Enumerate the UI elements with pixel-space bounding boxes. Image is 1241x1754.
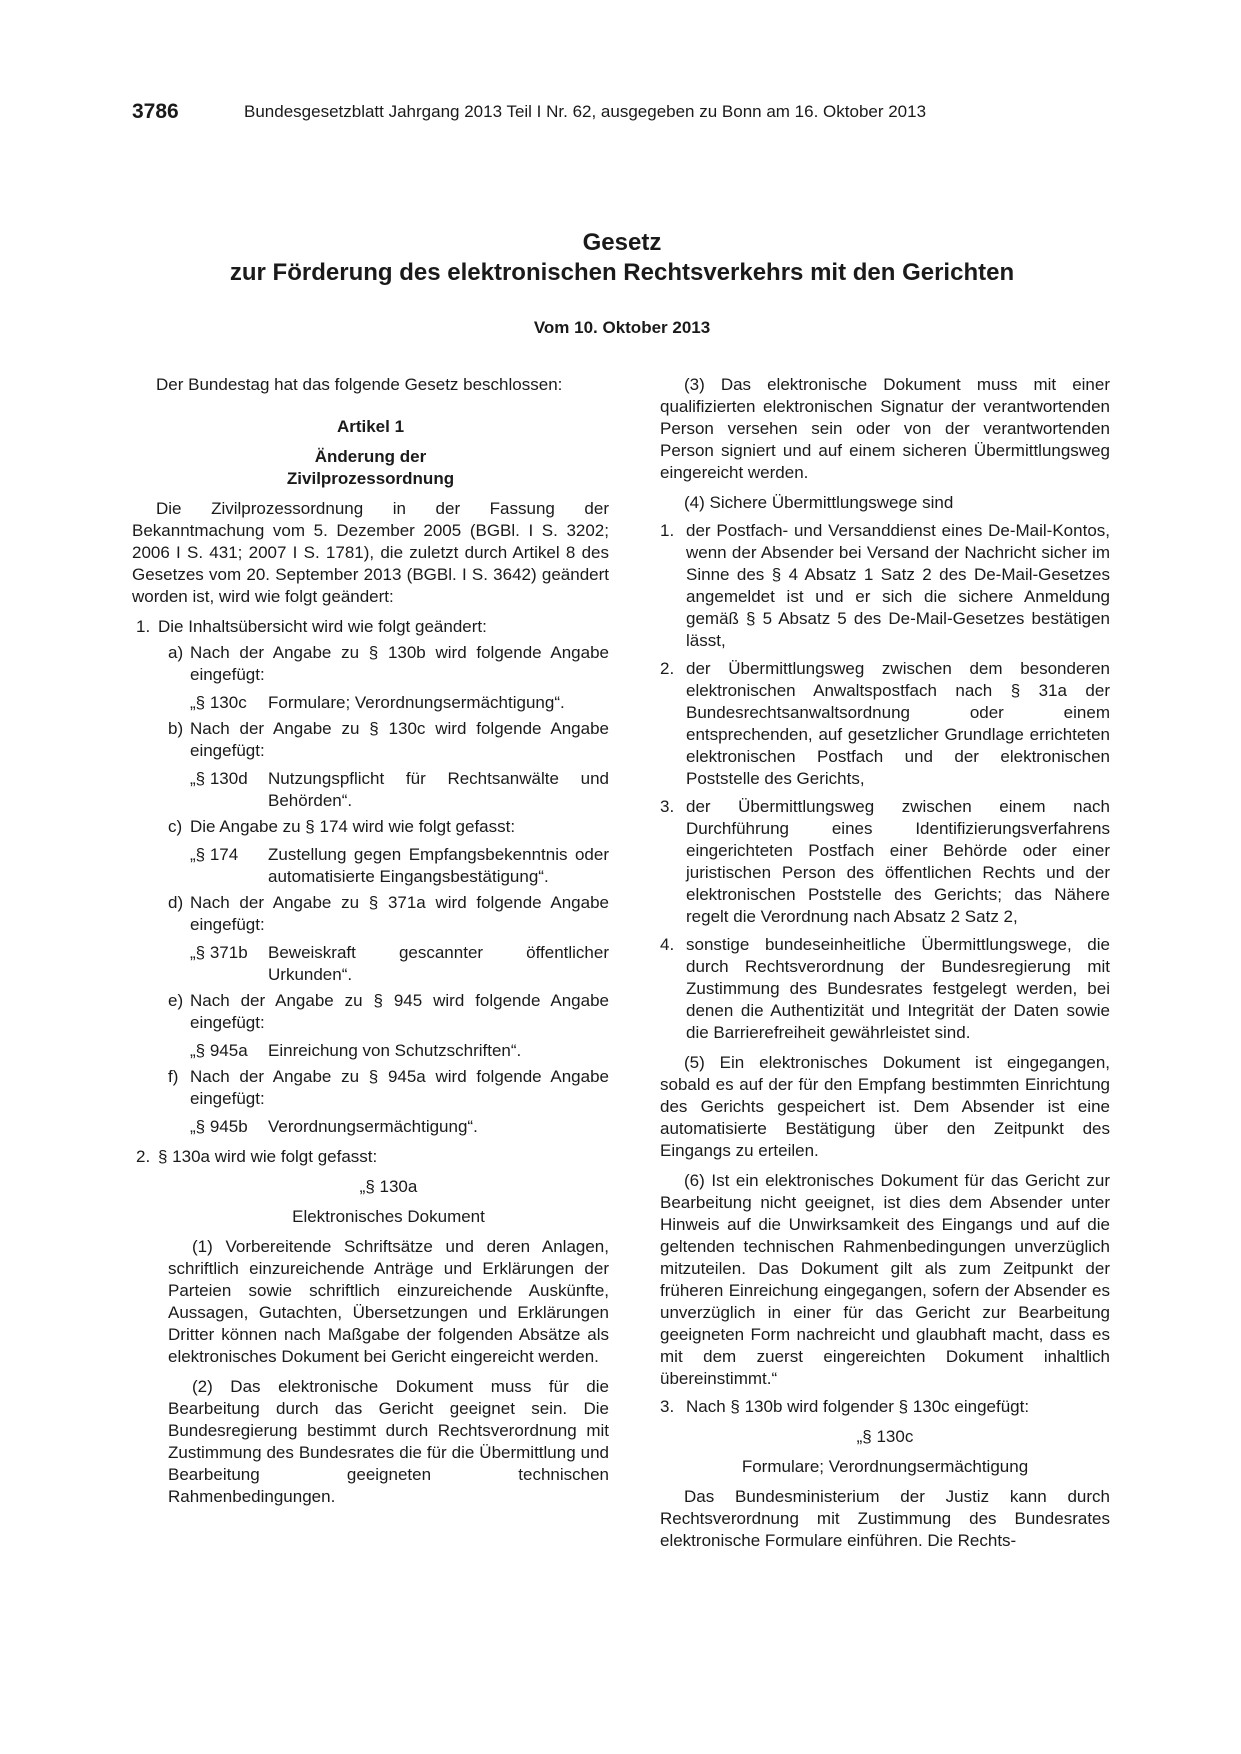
quoted-entry [190,1116,609,1138]
article-heading: Artikel 1 [336,417,405,436]
sub-item-b [132,718,609,762]
quoted-entry [190,1040,609,1062]
list-item-3-main [660,1396,1110,1418]
quoted-section-number: „§ 945a [190,1041,248,1060]
page-header [132,100,1012,130]
list-item-label: 4. [660,935,675,954]
quoted-entry [190,844,609,888]
quoted-section-number: „§ 130d [190,769,248,788]
preamble: Der Bundestag hat das folgende Gesetz beschlossen: [156,375,563,394]
sub-item-text: Nach der Angabe zu § 130b wird folgende Angabe eingefügt: [190,643,609,684]
list-item-label: 3. [660,1397,675,1416]
paragraph-2: (2) Das elektronische Dokument muss für die Bearbeitung durch das Gericht geeignet sein. Die Bundesregierung bestimmt durch Rechtsverordnung mit Zustimmung des Bundesrates die für die Übermittlung und Bearbeitung geeigneten technischen Rahmenbedingungen. [168,1377,609,1506]
list-item-1 [132,616,609,638]
paragraph-4: (4) Sichere Übermittlungswege sind [684,493,954,512]
paragraph-3: (3) Das elektronische Dokument muss mit einer qualifizierten elektronischen Signatur der verantwortenden Person versehen sein oder von der verantwortenden Person signiert und auf einem sicheren Übermittlungsweg eingereicht werden. [660,375,1110,482]
paragraph-1: (1) Vorbereitende Schriftsätze und deren Anlagen, schriftlich einzureichende Anträge und Erklärungen der Parteien sowie schriftlich einzureichende Auskünfte, Aussagen, Gutachten, Übersetzungen und Erklärungen Dritter können nach Maßgabe der folgenden Absätze als elektronisches Dokument bei Gericht eingereicht werden. [168,1237,609,1366]
list-item-text: der Postfach- und Versanddienst eines De-Mail-Kontos, wenn der Absender bei Versand der Nachricht sicher im Sinne des § 4 Absatz 1 Satz 2 des De-Mail-Gesetzes angemeldet ist und er sich die sichere Anmeldung gemäß § 5 Absatz 5 des De-Mail-Gesetzes bestätigen lässt, [686,521,1110,650]
paragraph-5: (5) Ein elektronisches Dokument ist eingegangen, sobald es auf der für den Empfang bestimmten Einrichtung des Gerichts gespeichert ist. Dem Absender ist eine automatisierte Bestätigung über den Zeitpunkt des Eingangs zu erteilen. [660,1053,1110,1160]
quoted-section-number: „§ 945b [190,1117,248,1136]
quoted-entry [190,768,609,812]
paragraph-final: Das Bundesministerium der Justiz kann durch Rechtsverordnung mit Zustimmung des Bundesrates elektronische Formulare einführen. Die Rechts- [660,1487,1110,1550]
list-item-label: 2. [136,1147,151,1166]
article-intro: Die Zivilprozessordnung in der Fassung der Bekanntmachung vom 5. Dezember 2005 (BGBl. I S. 3202; 2006 I S. 431; 2007 I S. 1781), die zuletzt durch Artikel 8 des Gesetzes vom 20. September 2013 (BGBl. I S. 3642) geändert worden ist, wird wie folgt geändert: [132,499,609,606]
sub-item-text: Nach der Angabe zu § 945 wird folgende Angabe eingefügt: [190,991,609,1032]
section-title: Formulare; Verordnungsermächtigung [741,1457,1029,1476]
quoted-section-text: Beweiskraft gescannter öffentlicher Urkunden“. [268,943,609,984]
sub-item-e [132,990,609,1034]
quoted-entry [190,692,609,714]
sub-item-text: Die Angabe zu § 174 wird wie folgt gefasst: [190,817,516,836]
sub-item-f [132,1066,609,1110]
list-item-label: 1. [136,617,151,636]
law-title-line1: Gesetz [582,229,662,256]
sub-item-label: b) [168,719,184,738]
right-column [660,374,1110,1552]
list-item-label: 3. [660,797,675,816]
sub-item-c [132,816,609,838]
list-item-4 [660,934,1110,1044]
quoted-section-text: Nutzungspflicht für Rechtsanwälte und Behörden“. [268,769,609,810]
sub-item-text: Nach der Angabe zu § 945a wird folgende Angabe eingefügt: [190,1067,609,1108]
article-title-line2: Zivilprozessordnung [286,469,455,488]
quoted-section-number: „§ 130c [190,693,247,712]
paragraph-6: (6) Ist ein elektronisches Dokument für das Gericht zur Bearbeitung nicht geeignet, ist dies dem Absender unter Hinweis auf die Unwirksamkeit des Eingangs und auf die geltenden technischen Rahmenbedingungen unverzüglich mitzuteilen. Das Dokument gilt als zum Zeitpunkt der früheren Einreichung eingegangen, sofern der Absender es unverzüglich in einer für das Gericht zur Bearbeitung geeigneten Form nachreicht und glaubhaft macht, dass es mit dem zuerst eingereichten Dokument inhaltlich übereinstimmt.“ [660,1171,1110,1388]
sub-item-text: Nach der Angabe zu § 130c wird folgende Angabe eingefügt: [190,719,609,760]
quoted-entry [190,942,609,986]
law-date: Vom 10. Oktober 2013 [533,318,711,337]
law-title-block [132,228,1112,338]
section-number: „§ 130c [856,1427,914,1446]
quoted-section-text: Einreichung von Schutzschriften“. [268,1041,522,1060]
quoted-section-text: Verordnungsermächtigung“. [268,1117,478,1136]
list-item-text: der Übermittlungsweg zwischen einem nach Durchführung eines Identifizierungsverfahrens eingerichteten Postfach einer Behörde oder einer juristischen Person des öffentlichen Rechts und der elektronischen Poststelle des Gerichts; das Nähere regelt die Verordnung nach Absatz 2 Satz 2, [686,797,1110,926]
list-item-text: Die Inhaltsübersicht wird wie folgt geändert: [158,617,487,636]
quoted-section-text: Zustellung gegen Empfangsbekenntnis oder automatisierte Eingangsbestätigung“. [268,845,609,886]
article-title-line1: Änderung der [314,447,427,466]
left-column [132,374,609,1508]
list-item-2 [132,1146,609,1168]
section-title: Elektronisches Dokument [292,1207,485,1226]
quoted-section-text: Formulare; Verordnungsermächtigung“. [268,693,565,712]
sub-item-label: d) [168,893,184,912]
page-number: 3786 [132,100,179,123]
list-item-label: 2. [660,659,675,678]
list-item-3 [660,796,1110,928]
quoted-section-number: „§ 371b [190,943,248,962]
sub-item-d [132,892,609,936]
sub-item-label: f) [168,1067,179,1086]
sub-item-label: a) [168,643,184,662]
list-item-label: 1. [660,521,675,540]
running-head: Bundesgesetzblatt Jahrgang 2013 Teil I Nr. 62, ausgegeben zu Bonn am 16. Oktober 2013 [244,102,927,121]
list-item-1 [660,520,1110,652]
list-item-text: der Übermittlungsweg zwischen dem besonderen elektronischen Anwaltspostfach nach § 31a der Bundesrechtsanwaltsordnung oder einem entsprechenden, auf gesetzlicher Grundlage errichteten elektronischen Postfach und der elektronischen Poststelle des Gerichts, [686,659,1110,788]
list-item-text: Nach § 130b wird folgender § 130c eingefügt: [686,1397,1030,1416]
sub-item-text: Nach der Angabe zu § 371a wird folgende Angabe eingefügt: [190,893,609,934]
list-item-text: sonstige bundeseinheitliche Übermittlungswege, die durch Rechtsverordnung der Bundesregierung mit Zustimmung des Bundesrates festgelegt werden, bei denen die Authentizität und Integrität der Daten sowie die Barrierefreiheit gewährleistet sind. [686,935,1110,1042]
quoted-section-number: „§ 174 [190,845,239,864]
sub-item-label: c) [168,817,183,836]
section-number: „§ 130a [359,1177,418,1196]
list-item-text: § 130a wird wie folgt gefasst: [158,1147,378,1166]
sub-item-label: e) [168,991,184,1010]
list-item-2 [660,658,1110,790]
sub-item-a [132,642,609,686]
law-title-line2: zur Förderung des elektronischen Rechtsverkehrs mit den Gerichten [229,259,1015,286]
